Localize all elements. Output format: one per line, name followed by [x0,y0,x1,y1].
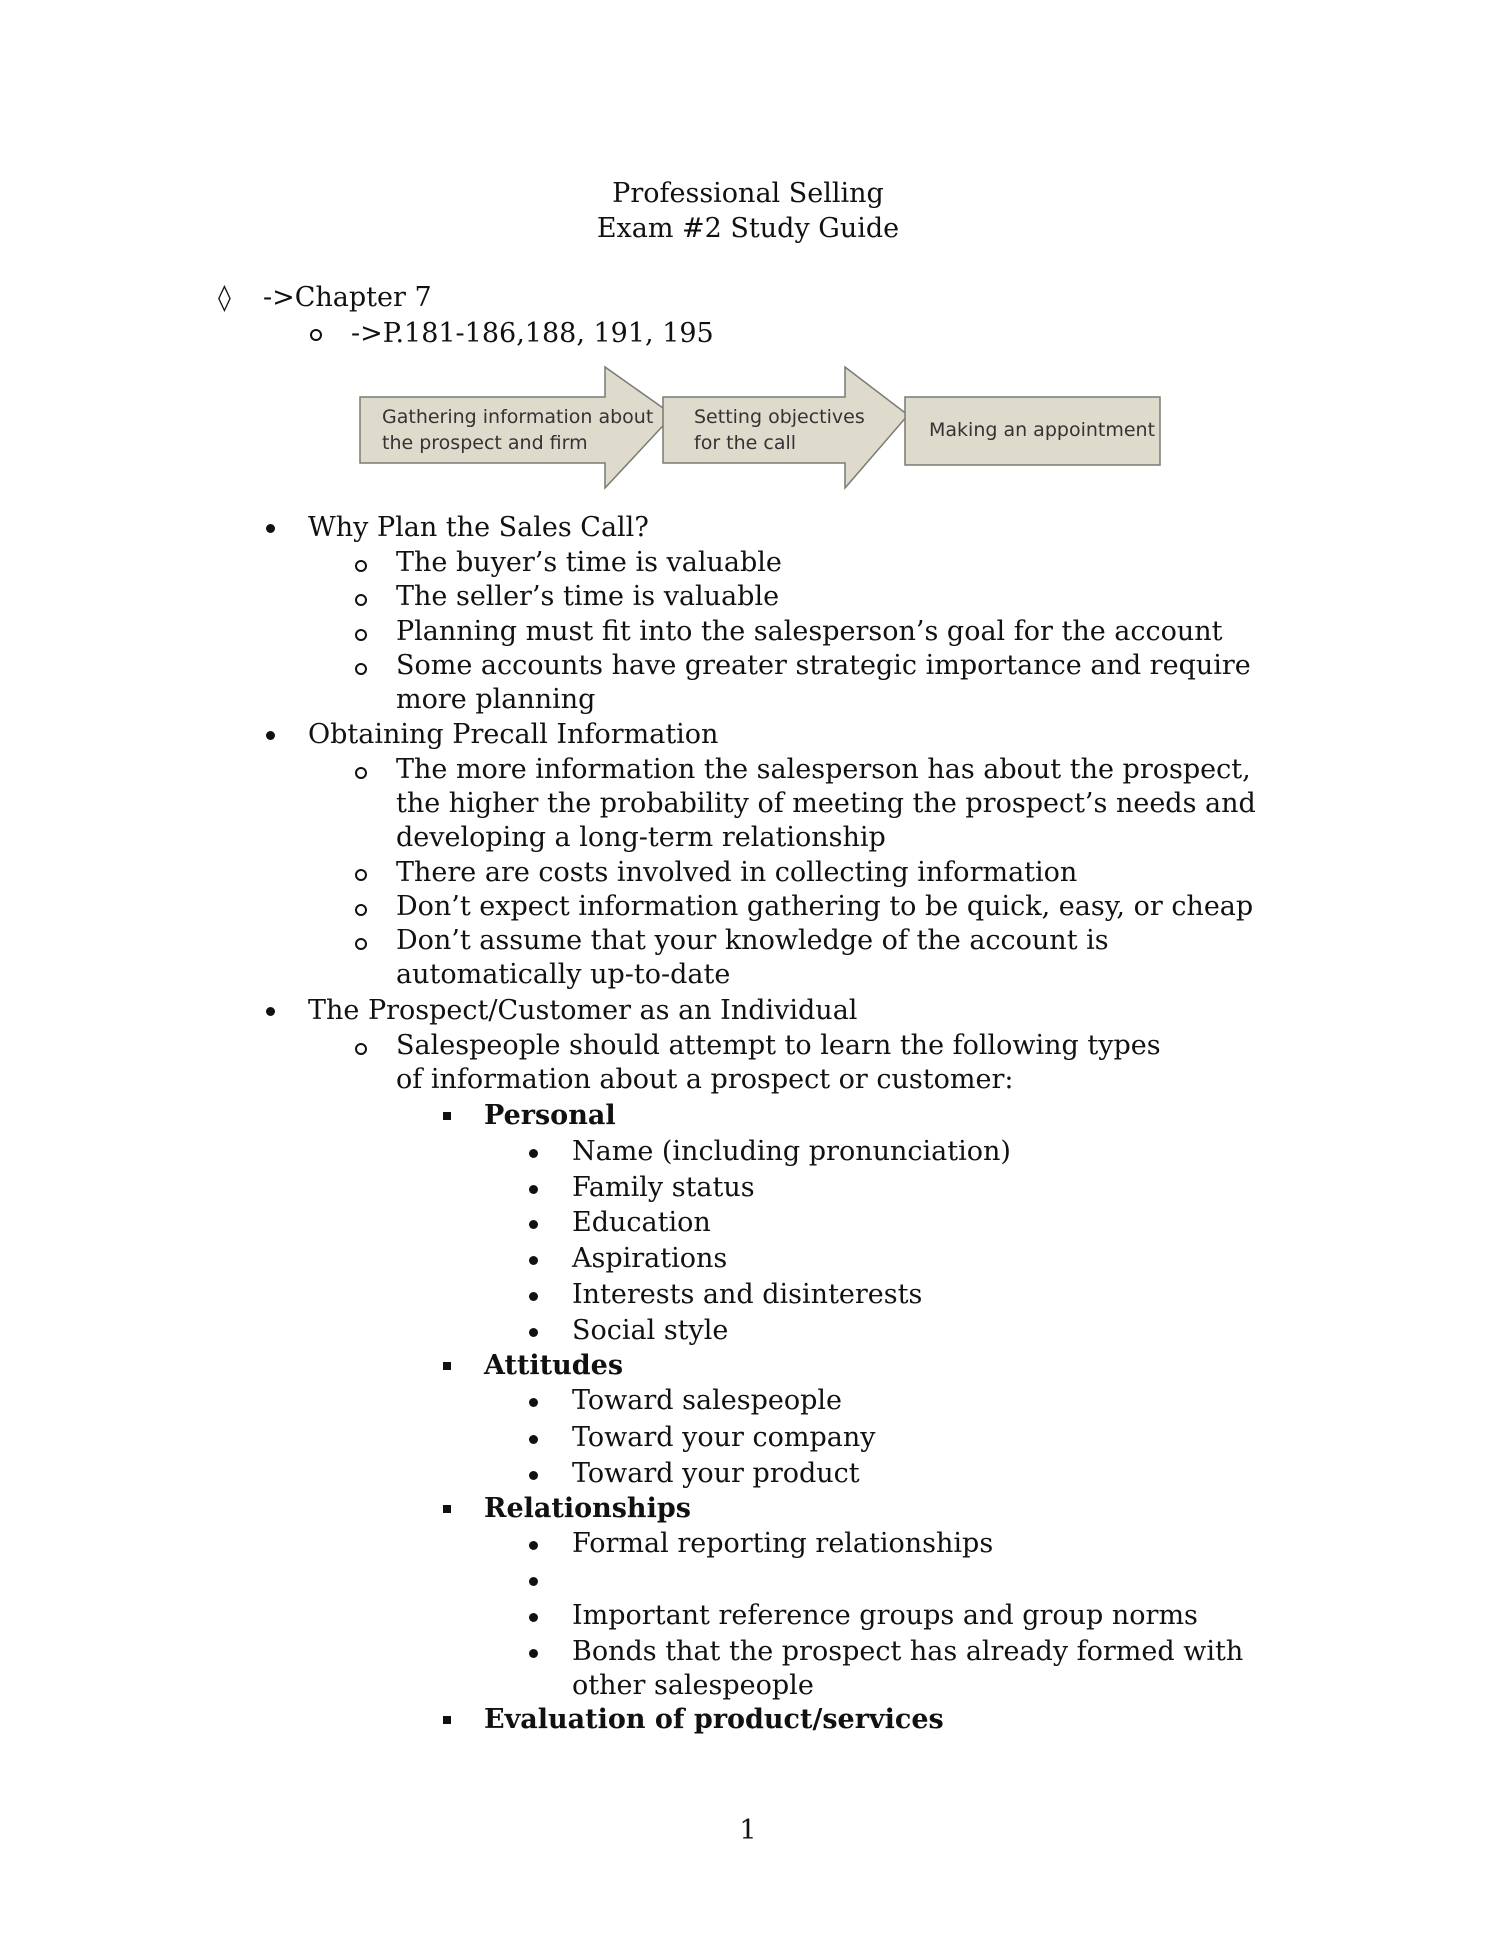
circle-bullet-icon [355,904,367,916]
square-bullet-icon [443,1716,451,1724]
diagram-step1-line2: the prospect and firm [382,432,588,454]
bullet-icon [529,1613,538,1622]
circle-bullet-icon [355,1043,367,1055]
circle-bullet-icon [355,869,367,881]
personal-item: Education [572,1207,711,1238]
chapter-label: ->Chapter 7 [263,282,432,313]
bullet-icon [529,1149,538,1158]
circle-bullet-icon [355,767,367,779]
square-bullet-icon [443,1112,451,1120]
section-heading-obtaining: Obtaining Precall Information [308,719,719,750]
square-bullet-icon [443,1362,451,1370]
obtaining-item: Don’t assume that your knowledge of the account is automatically up-to-date [396,925,1109,990]
diagram-step3: Making an appointment [929,419,1156,441]
circle-bullet-icon [355,560,367,572]
bullet-icon [529,1185,538,1194]
bullet-icon [529,1292,538,1301]
attitudes-item: Toward your company [572,1422,876,1453]
why-item: The buyer’s time is valuable [396,547,782,578]
obtaining-item: The more information the salesperson has about the prospect, the higher the probability of meeting the prospect’s needs and developing a long-term relationship [396,754,1256,853]
bullet-icon [529,1328,538,1337]
subheading-personal: Personal [484,1100,616,1131]
subheading-attitudes: Attitudes [484,1350,624,1381]
subheading-evaluation: Evaluation of product/services [484,1704,944,1735]
circle-bullet-icon [355,594,367,606]
bullet-icon [529,1435,538,1444]
why-item: Planning must fit into the salesperson’s goal for the account [396,616,1223,647]
relationships-item: Important reference groups and group norms [572,1600,1198,1631]
circle-bullet-icon [355,938,367,950]
circle-bullet-icon [310,329,322,341]
document-subtitle: Exam #2 Study Guide [596,213,900,244]
individual-intro: Salespeople should attempt to learn the following types of information about a prospect or customer: [396,1030,1161,1095]
relationships-item: Formal reporting relationships [572,1528,994,1559]
diagram-step2-line2: for the call [694,432,797,454]
page-number: 1 [739,1815,757,1846]
section-heading-why: Why Plan the Sales Call? [308,512,649,543]
personal-item: Interests and disinterests [572,1279,923,1310]
personal-item: Name (including pronunciation) [572,1136,1011,1167]
obtaining-item: There are costs involved in collecting information [396,857,1078,888]
why-item: The seller’s time is valuable [396,581,780,612]
bullet-icon [529,1541,538,1550]
personal-item: Family status [572,1172,755,1203]
bullet-icon [529,1220,538,1229]
sales-call-process-diagram [355,365,1165,495]
bullet-icon [529,1649,538,1658]
attitudes-item: Toward your product [572,1458,860,1489]
subheading-relationships: Relationships [484,1493,691,1524]
obtaining-item: Don’t expect information gathering to be quick, easy, or cheap [396,891,1254,922]
diamond-outline-icon: ◊ [218,283,231,313]
document-title: Professional Selling [612,178,884,209]
personal-item: Social style [572,1315,729,1346]
bullet-icon [529,1256,538,1265]
diagram-step2-line1: Setting objectives [694,406,865,428]
bullet-icon [529,1398,538,1407]
attitudes-item: Toward salespeople [572,1385,842,1416]
chapter-pages: ->P.181-186,188, 191, 195 [351,318,714,349]
section-heading-individual: The Prospect/Customer as an Individual [308,995,858,1026]
personal-item: Aspirations [572,1243,728,1274]
why-item: Some accounts have greater strategic importance and require more planning [396,650,1251,715]
relationships-item: Bonds that the prospect has already formed with other salespeople [572,1636,1244,1701]
bullet-icon [529,1471,538,1480]
bullet-icon [266,1007,275,1016]
diagram-step1-line1: Gathering information about [382,406,654,428]
bullet-icon [529,1577,538,1586]
document-title-block [0,176,1496,246]
bullet-icon [266,524,275,533]
circle-bullet-icon [355,663,367,675]
circle-bullet-icon [355,629,367,641]
bullet-icon [266,731,275,740]
square-bullet-icon [443,1505,451,1513]
